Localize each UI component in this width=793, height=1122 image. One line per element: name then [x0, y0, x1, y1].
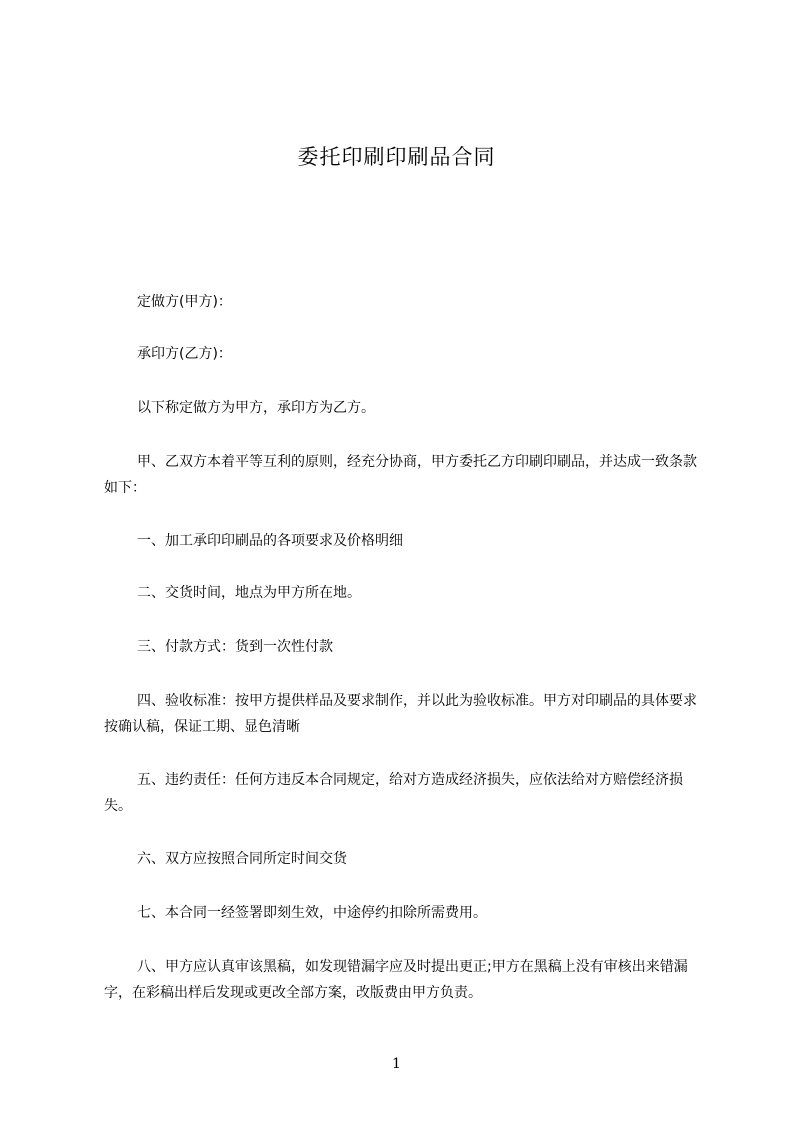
paragraph-preamble: 甲、乙双方本着平等互利的原则，经充分协商，甲方委托乙方印刷印刷品，并达成一致条款如下：	[104, 454, 697, 496]
clause-7: 七、本合同一经签署即刻生效，中途停约扣除所需费用。	[137, 905, 487, 921]
document-title: 委托印刷印刷品合同	[297, 145, 496, 169]
paragraph-definitions: 以下称定做方为甲方，承印方为乙方。	[137, 400, 375, 416]
page-number: 1	[392, 1056, 401, 1072]
clause-8: 八、甲方应认真审该黑稿，如发现错漏字应及时提出更正;甲方在黑稿上没有审核出来错漏字，在彩稿出样后发现或更改全部方案，改版费由甲方负责。	[104, 959, 688, 1001]
clause-1: 一、加工承印印刷品的各项要求及价格明细	[137, 533, 403, 549]
clause-4: 四、验收标准：按甲方提供样品及要求制作，并以此为验收标准。甲方对印刷品的具体要求按确认稿，保证工期、显色清晰	[104, 693, 697, 735]
clause-6: 六、双方应按照合同所定时间交货	[137, 851, 347, 867]
paragraph-party-b: 承印方(乙方)：	[137, 346, 232, 362]
clause-3: 三、付款方式：货到一次性付款	[137, 639, 333, 655]
paragraph-party-a: 定做方(甲方)：	[137, 294, 232, 310]
clause-5: 五、违约责任：任何方违反本合同规定，给对方造成经济损失，应依法给对方赔偿经济损失。	[104, 772, 683, 814]
clause-2: 二、交货时间，地点为甲方所在地。	[137, 585, 361, 601]
